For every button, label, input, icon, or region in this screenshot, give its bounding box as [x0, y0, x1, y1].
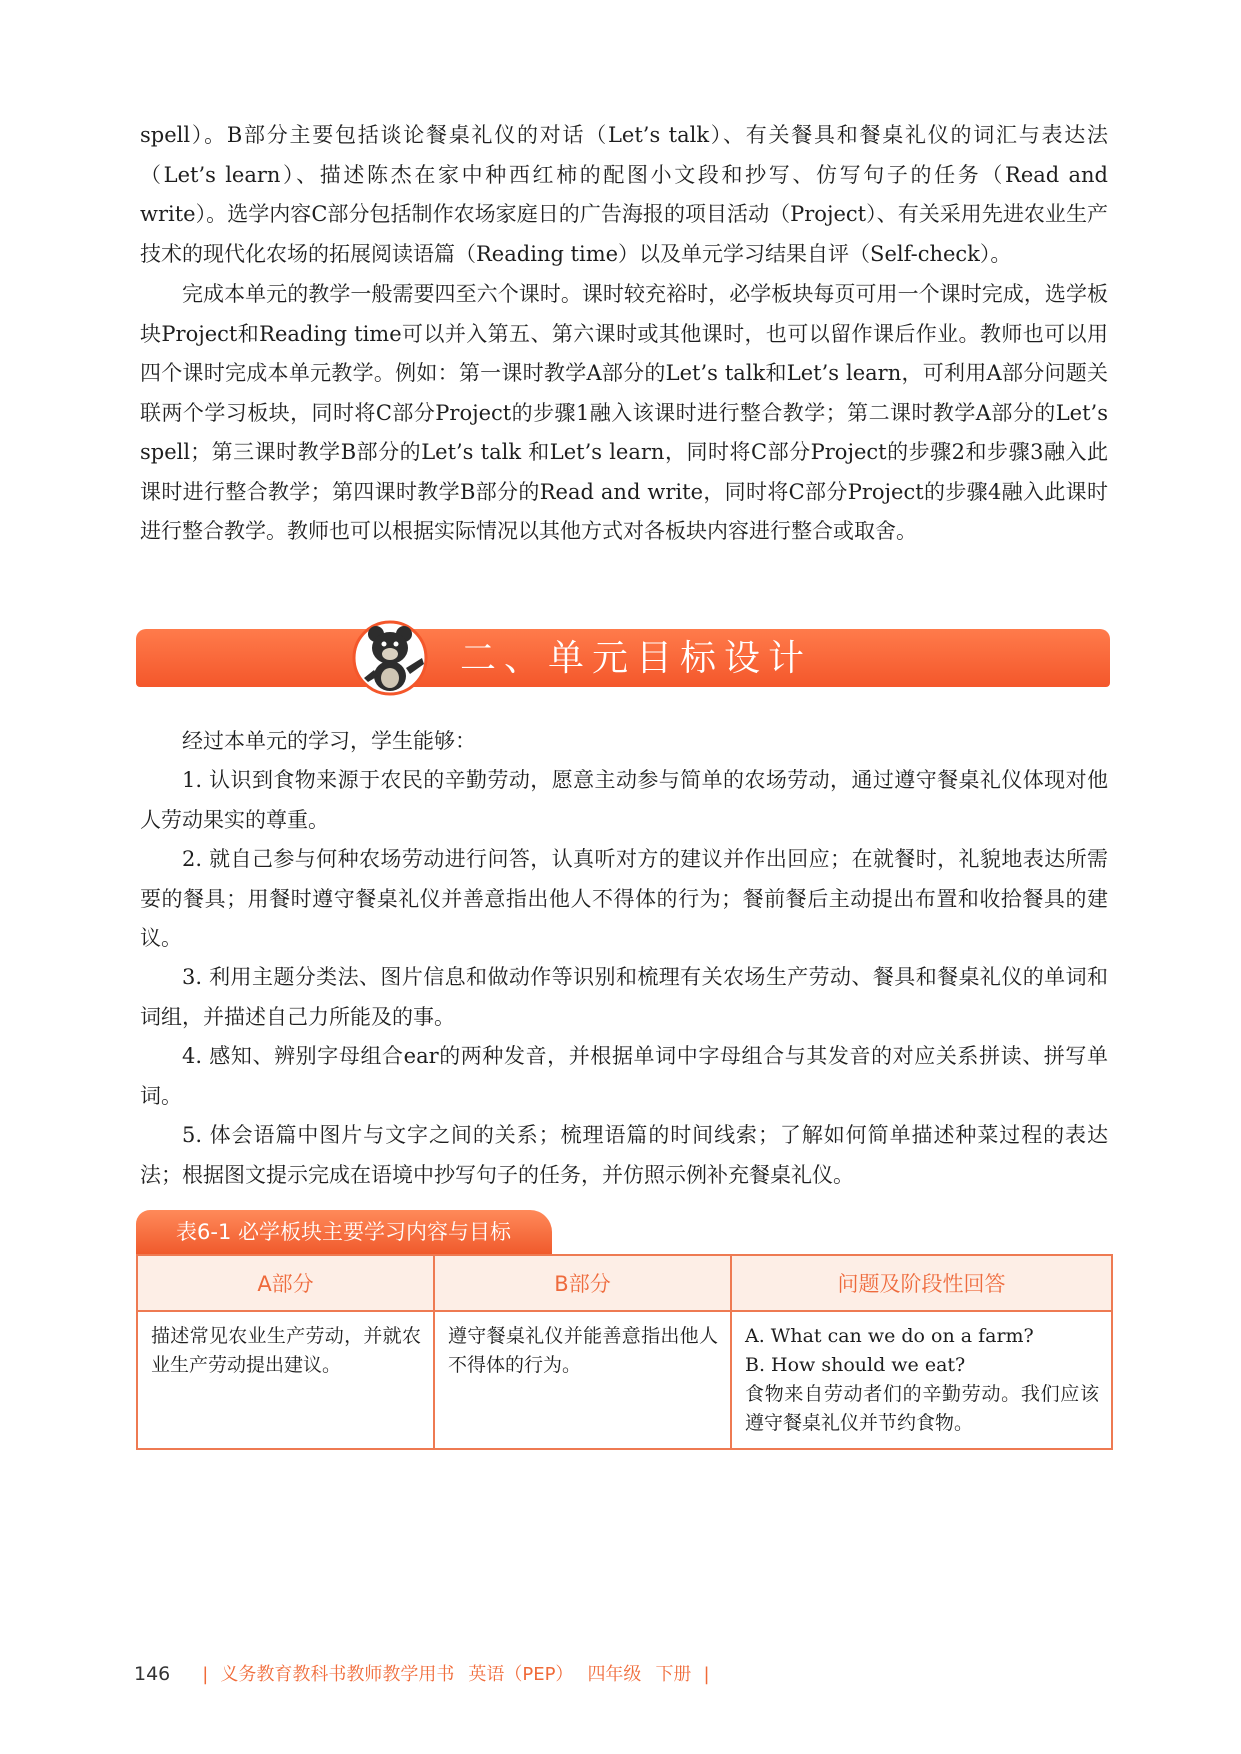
body-paragraph-1: spell）。B部分主要包括谈论餐桌礼仪的对话（Let’s talk）、有关餐具和餐桌礼仪的词汇与表达法（Let’s learn）、描述陈杰在家中种西红柿的配图小文段和抄写、仿写句子的任务（Read and write）。选学内容C部分包括制作农场家庭日的广告海报的项目活动（Project）、有关采用先进农业生产技术的现代化农场的拓展阅读语篇（Reading time）以及单元学习结果自评（Self-check）。 [140, 123, 1108, 266]
bear-mascot-icon [350, 612, 430, 696]
table-cell-question [731, 1311, 1112, 1449]
footer-subject: 英语（PEP） [468, 1664, 574, 1685]
table-caption: 表6-1 必学板块主要学习内容与目标 [176, 1220, 511, 1244]
section-title: 二、单元目标设计 [460, 638, 813, 679]
footer-divider: | [202, 1664, 209, 1685]
objective-item-2: 2. 就自己参与何种农场劳动进行问答，认真听对方的建议并作出回应；在就餐时，礼貌地表达所需要的餐具；用餐时遵守餐桌礼仪并善意指出他人不得体的行为；餐前餐后主动提出布置和收拾餐具的建议。 [140, 847, 1108, 950]
body-paragraph-2: 完成本单元的教学一般需要四至六个课时。课时较充裕时，必学板块每页可用一个课时完成，选学板块Project和Reading time可以并入第五、第六课时或其他课时，也可以留作课后作业。教师也可以用四个课时完成本单元教学。例如：第一课时教学A部分的Let’s talk和Let’s learn，可利用A部分问题关联两个学习板块，同时将C部分Project的步骤1融入该课时进行整合教学；第二课时教学A部分的Let’s spell；第三课时教学B部分的Let’s talk 和Let’s learn，同时将C部分Project的步骤2和步骤3融入此课时进行整合教学；第四课时教学B部分的Read and write，同时将C部分Project的步骤4融入此课时进行整合教学。教师也可以根据实际情况以其他方式对各板块内容进行整合或取舍。 [140, 282, 1108, 543]
footer-book-title: 义务教育教科书教师教学用书 [220, 1664, 455, 1685]
table-row [137, 1311, 1112, 1449]
table-header-a: A部分 [137, 1255, 434, 1311]
table-cell-b: 遵守餐桌礼仪并能善意指出他人不得体的行为。 [434, 1311, 731, 1449]
objective-item-5: 5. 体会语篇中图片与文字之间的关系；梳理语篇的时间线索；了解如何简单描述种菜过程的表达法；根据图文提示完成在语境中抄写句子的任务，并仿照示例补充餐桌礼仪。 [140, 1123, 1108, 1187]
objective-item-1: 1. 认识到食物来源于农民的辛勤劳动，愿意主动参与简单的农场劳动，通过遵守餐桌礼仪体现对他人劳动果实的尊重。 [140, 768, 1108, 832]
table-header-row [137, 1255, 1112, 1311]
objective-item-3: 3. 利用主题分类法、图片信息和做动作等识别和梳理有关农场生产劳动、餐具和餐桌礼仪的单词和词组，并描述自己力所能及的事。 [140, 965, 1108, 1029]
objective-item-4: 4. 感知、辨别字母组合ear的两种发音，并根据单词中字母组合与其发音的对应关系拼读、拼写单词。 [140, 1044, 1108, 1108]
table-header-b: B部分 [434, 1255, 731, 1311]
stage-answer: 食物来自劳动者们的辛勤劳动。我们应该遵守餐桌礼仪并节约食物。 [745, 1383, 1099, 1434]
page-footer [134, 1659, 722, 1689]
objectives-intro: 经过本单元的学习，学生能够： [182, 729, 476, 753]
question-a: A. What can we do on a farm? [745, 1325, 1034, 1347]
table-header-question: 问题及阶段性回答 [731, 1255, 1112, 1311]
table-cell-a: 描述常见农业生产劳动，并就农业生产劳动提出建议。 [137, 1311, 434, 1449]
page-number: 146 [134, 1663, 171, 1685]
footer-volume: 下册 [655, 1664, 692, 1685]
goals-table [136, 1254, 1113, 1450]
footer-grade: 四年级 [587, 1664, 642, 1685]
footer-divider-end: | [703, 1664, 710, 1685]
question-b: B. How should we eat? [745, 1354, 966, 1376]
